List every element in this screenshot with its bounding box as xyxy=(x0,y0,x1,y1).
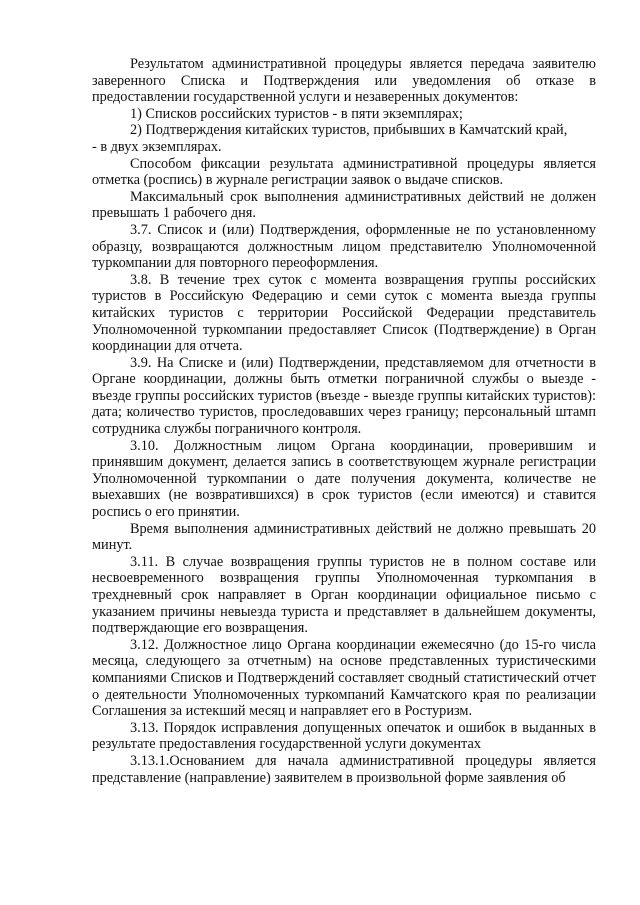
paragraph-time-limit: Время выполнения административных действий не должно превышать 20 минут. xyxy=(92,520,596,554)
section-3-10: 3.10. Должностным лицом Органа координации, проверившим и принявшим документ, делается запись в соответствующем журнале регистрации Уполномоченной туркомпании о дате получения документа, количестве не выехавших (не возвратившихся) в срок туристов (если имеются) и ставится роспись о его принятии. xyxy=(92,437,596,521)
section-3-8: 3.8. В течение трех суток с момента возвращения группы российских туристов в Российскую Федерацию и семи суток с момента выезда группы китайских туристов с территории Российской Федерации представитель Уполномоченной туркомпании предоставляет Список (Подтверждение) в Орган координации для отчета. xyxy=(92,271,596,355)
list-item-continuation: - в двух экземплярах. xyxy=(92,138,222,155)
paragraph-fixation-method: Способом фиксации результата административной процедуры является отметка (роспись) в журнале регистрации заявок о выдаче списков. xyxy=(92,155,596,189)
list-item-chinese-confirmations: 2) Подтверждения китайских туристов, прибывших в Камчатский край, xyxy=(130,122,568,139)
section-3-12: 3.12. Должностное лицо Органа координации ежемесячно (до 15-го числа месяца, следующего за отчетным) на основе представленных туристическими компаниями Списков и Подтверждений составляет сводный статистический отчет о деятельности Уполномоченных туркомпаний Камчатского края по реализации Соглашения за истекший месяц и направляет его в Ростуризм. xyxy=(92,636,596,720)
paragraph-max-duration: Максимальный срок выполнения административных действий не должен превышать 1 рабочего дня. xyxy=(92,188,596,222)
section-3-9: 3.9. На Списке и (или) Подтверждении, представляемом для отчетности в Органе координации, должны быть отметки пограничной службы о выезде - въезде группы российских туристов (въезде - выезде группы китайских туристов): дата; количество туристов, проследовавших через границу; персональный штамп сотрудника службы пограничного контроля. xyxy=(92,354,596,438)
section-3-7: 3.7. Список и (или) Подтверждения, оформленные не по установленному образцу, возвращаются должностным лицом представителю Уполномоченной туркомпании для повторного переоформления. xyxy=(92,221,596,272)
list-item-russian-lists: 1) Списков российских туристов - в пяти экземплярах; xyxy=(130,105,463,122)
section-3-11: 3.11. В случае возвращения группы туристов не в полном составе или несвоевременного возвращения группы Уполномоченная туркомпания в трехдневный срок направляет в Орган координации официальное письмо с указанием причины невыезда туриста и представляет в дальнейшем документы, подтверждающие его возвращения. xyxy=(92,553,596,637)
paragraph-result: Результатом административной процедуры является передача заявителю заверенного Списка и Подтверждения или уведомления об отказе в предоставлении государственной услуги и незаверенных документов: xyxy=(92,56,596,106)
section-3-13-1: 3.13.1.Основанием для начала административной процедуры является представление (направление) заявителем в произвольной форме заявления об xyxy=(92,752,596,786)
section-3-13: 3.13. Порядок исправления допущенных опечаток и ошибок в выданных в результате предоставления государственной услуги документах xyxy=(92,719,596,753)
document-page xyxy=(92,56,596,786)
